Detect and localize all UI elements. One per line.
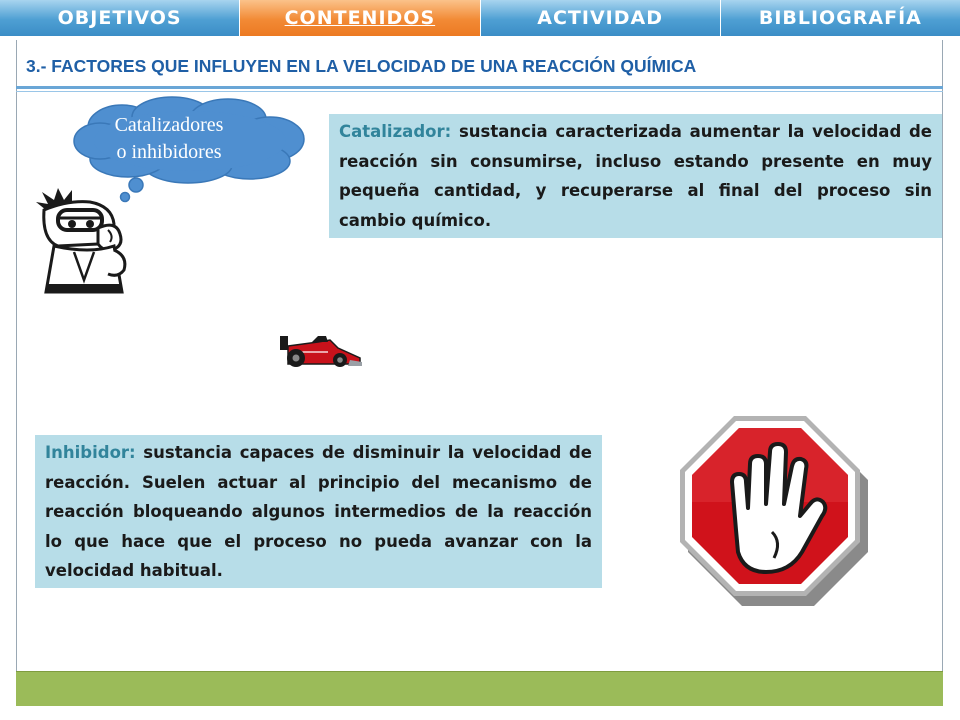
catalizador-text: sustancia caracterizada aumentar la velocidad de reacción sin consumirse, incluso estando presente en muy pequeña cantidad, y recuperarse al final del proceso sin cambio químico. [339, 122, 932, 230]
top-nav [0, 0, 960, 40]
tab-bibliografia[interactable]: BIBLIOGRAFÍA [721, 0, 960, 38]
scientist-thinking-icon [28, 180, 140, 295]
cloud-line-2: o inhibidores [116, 141, 222, 163]
cloud-line-1: Catalizadores [114, 114, 224, 136]
frame-right-border [942, 40, 943, 705]
tab-actividad[interactable]: ACTIVIDAD [481, 0, 721, 38]
page-title: 3.- FACTORES QUE INFLUYEN EN LA VELOCIDAD DE UNA REACCIÓN QUÍMICA [26, 56, 697, 76]
cloud-text [86, 112, 252, 166]
inhibidor-definition-box [35, 435, 602, 588]
catalizador-definition-box [329, 114, 942, 238]
inhibidor-term: Inhibidor: [45, 443, 136, 462]
stop-hand-icon [674, 412, 874, 612]
inhibidor-text: sustancia capaces de disminuir la velocidad de reacción. Suelen actuar al principio del mecanismo de reacción bloqueando algunos intermedios de la reacción lo que hace que el proceso no pueda avanzar con la velocidad habitual. [45, 443, 592, 580]
title-divider-thin [16, 91, 943, 92]
title-divider [16, 86, 943, 89]
catalizador-term: Catalizador: [339, 122, 452, 141]
race-car-icon [278, 330, 364, 370]
footer-bar [16, 671, 943, 706]
tab-objetivos[interactable]: OBJETIVOS [0, 0, 240, 38]
frame-left-border [16, 40, 17, 705]
tab-contenidos[interactable]: CONTENIDOS [240, 0, 480, 38]
